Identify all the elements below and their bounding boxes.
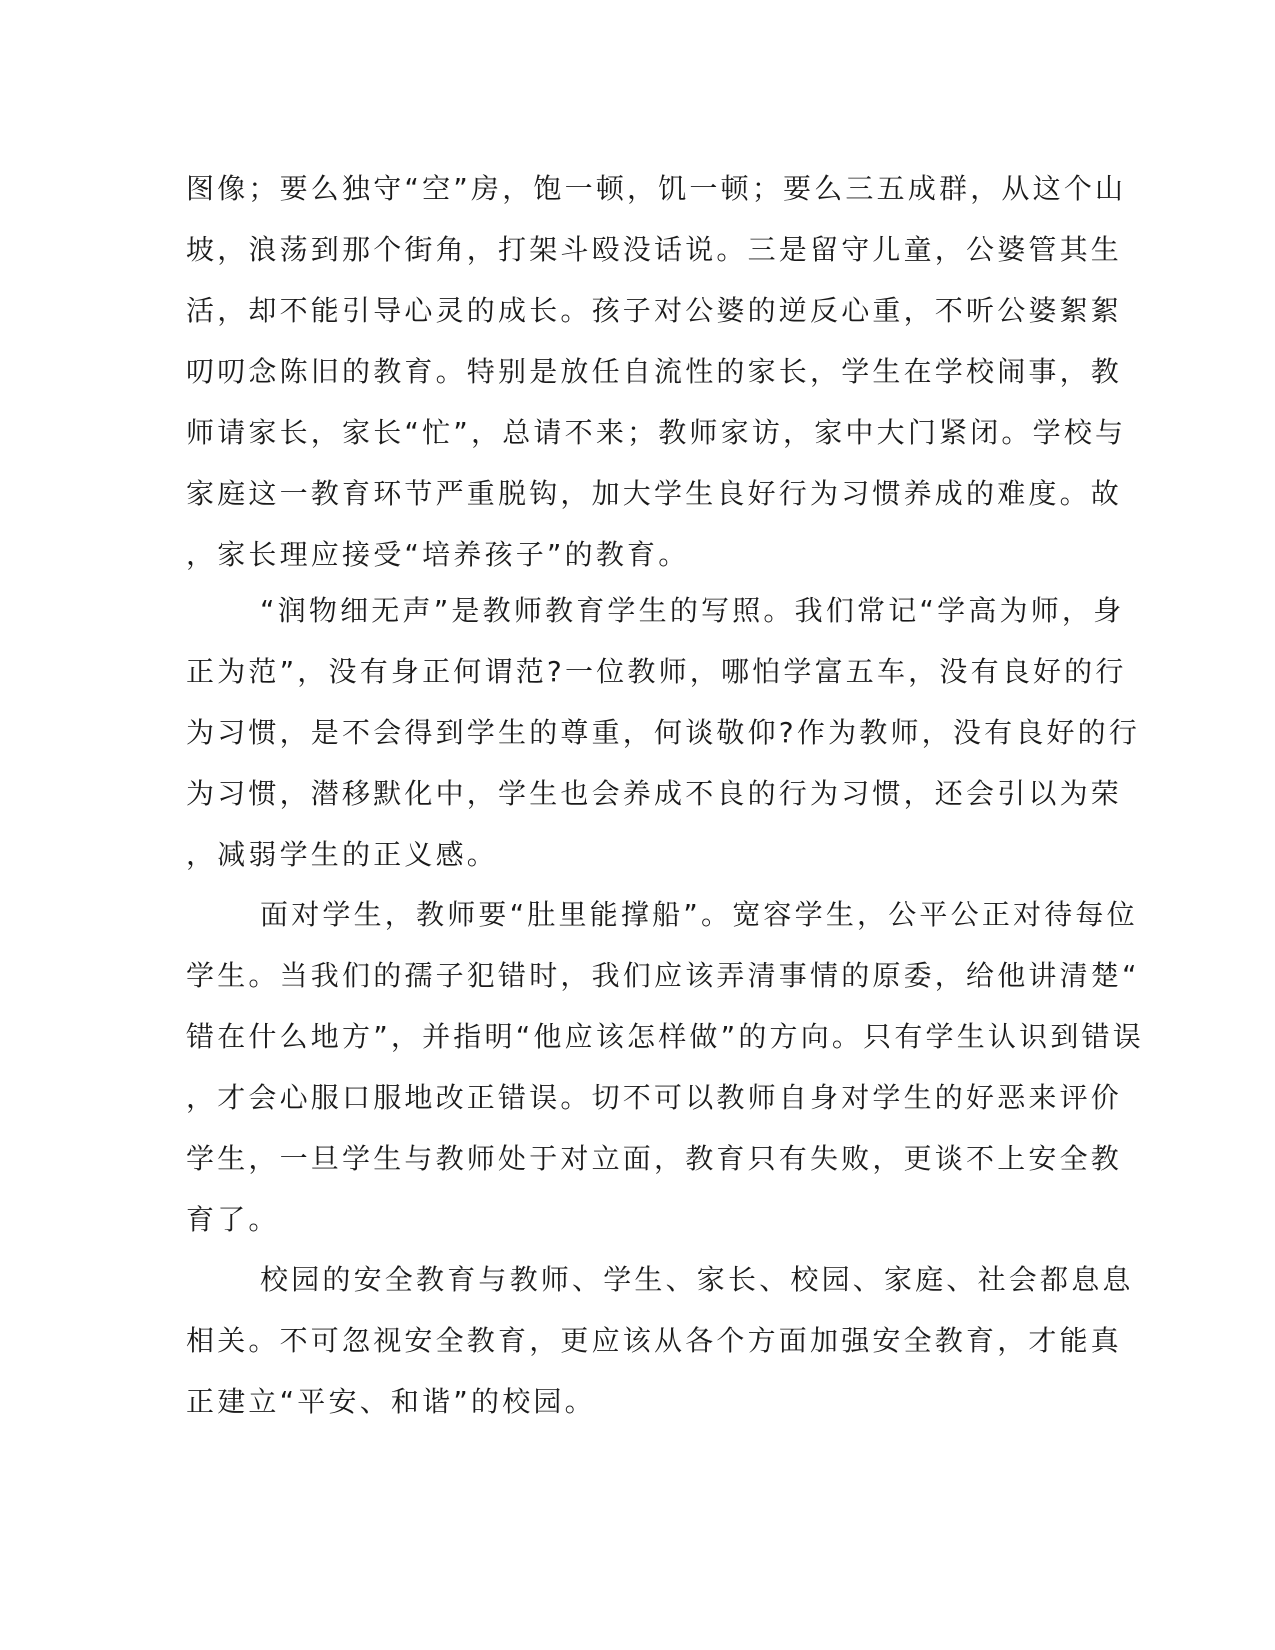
text-line: “润物细无声”是教师教育学生的写照。我们常记“学高为师，身 [260, 594, 1125, 627]
text-line: 学生。当我们的孺子犯错时，我们应该弄清事情的原委，给他讲清楚“ [186, 959, 1140, 992]
text-line: 学生，一旦学生与教师处于对立面，教育只有失败，更谈不上安全教 [186, 1142, 1123, 1175]
paragraph-left-behind-children [186, 158, 1127, 585]
paragraph-conclusion [186, 1249, 1134, 1432]
text-line: 正为范”，没有身正何谓范?一位教师，哪怕学富五车，没有良好的行 [186, 655, 1127, 688]
text-line: 育了。 [186, 1203, 280, 1236]
text-line: ，家长理应接受“培养孩子”的教育。 [186, 538, 690, 571]
text-line: 坡，浪荡到那个街角，打架斗殴没话说。三是留守儿童，公婆管其生 [186, 233, 1123, 266]
text-line: 面对学生，教师要“肚里能撑船”。宽容学生，公平公正对待每位 [260, 898, 1138, 931]
text-line: 图像；要么独守“空”房，饱一顿，饥一顿；要么三五成群，从这个山 [186, 172, 1127, 205]
paragraph-tolerance [186, 884, 1144, 1250]
text-line: 错在什么地方”，并指明“他应该怎样做”的方向。只有学生认识到错误 [186, 1020, 1144, 1053]
text-line: ，减弱学生的正义感。 [186, 838, 499, 871]
text-line: 叨叨念陈旧的教育。特别是放任自流性的家长，学生在学校闹事，教 [186, 355, 1123, 388]
paragraph-teacher-example [186, 580, 1141, 885]
text-line: 师请家长，家长“忙”，总请不来；教师家访，家中大门紧闭。学校与 [186, 416, 1127, 449]
text-line: 活，却不能引导心灵的成长。孩子对公婆的逆反心重，不听公婆絮絮 [186, 294, 1123, 327]
text-line: 相关。不可忽视安全教育，更应该从各个方面加强安全教育，才能真 [186, 1324, 1123, 1357]
text-line: 校园的安全教育与教师、学生、家长、校园、家庭、社会都息息 [260, 1263, 1134, 1296]
text-line: 正建立“平安、和谐”的校园。 [186, 1385, 596, 1418]
text-line: ，才会心服口服地改正错误。切不可以教师自身对学生的好恶来评价 [186, 1081, 1123, 1114]
text-line: 为习惯，潜移默化中，学生也会养成不良的行为习惯，还会引以为荣 [186, 777, 1123, 810]
text-line: 家庭这一教育环节严重脱钩，加大学生良好行为习惯养成的难度。故 [186, 477, 1123, 510]
text-line: 为习惯，是不会得到学生的尊重，何谈敬仰?作为教师，没有良好的行 [186, 716, 1141, 749]
